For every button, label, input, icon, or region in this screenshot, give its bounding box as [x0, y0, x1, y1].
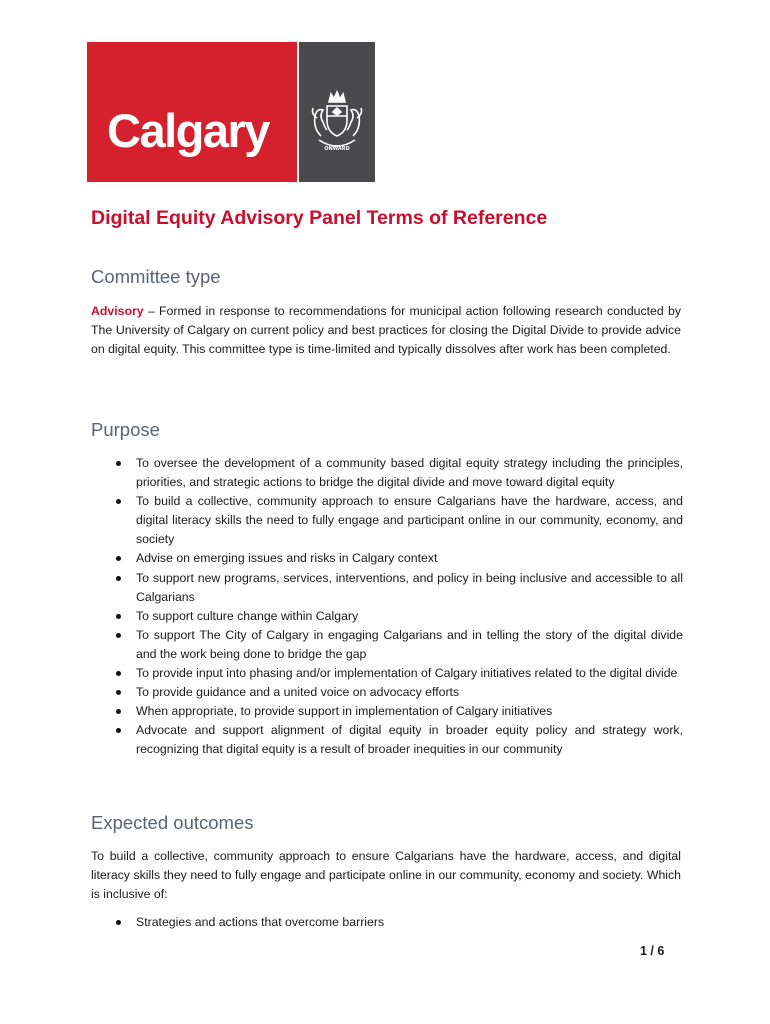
logo-wordmark-block [87, 42, 297, 182]
list-item: Strategies and actions that overcome barriers [91, 913, 683, 932]
list-item: When appropriate, to provide support in implementation of Calgary initiatives [91, 702, 683, 721]
list-item: To support The City of Calgary in engaging Calgarians and in telling the story of the digital divide and the work being done to bridge the gap [91, 626, 683, 664]
heading-committee-type: Committee type [91, 266, 221, 287]
purpose-list [91, 454, 683, 760]
city-crest-icon [307, 90, 367, 162]
crest-motto: ONWARD [324, 146, 350, 152]
logo-wordmark: Calgary [107, 104, 269, 157]
list-item: To support new programs, services, interventions, and policy in being inclusive and accessible to all Calgarians [91, 569, 683, 607]
logo-crest-block [299, 42, 375, 182]
calgary-logo [87, 42, 375, 182]
list-item: Advise on emerging issues and risks in Calgary context [91, 549, 683, 568]
committee-type-lead: Advisory [91, 304, 144, 318]
page-number: 1 / 6 [640, 944, 665, 958]
list-item: To support culture change within Calgary [91, 607, 683, 626]
expected-outcomes-paragraph: To build a collective, community approach to ensure Calgarians have the hardware, access, and digital literacy skills they need to fully engage and participate online in our community, economy and society. Which is inclusive of: [91, 849, 681, 901]
list-item: To provide input into phasing and/or implementation of Calgary initiatives related to the digital divide [91, 664, 683, 683]
heading-expected-outcomes: Expected outcomes [91, 812, 254, 833]
list-item: To oversee the development of a community based digital equity strategy including the principles, priorities, and strategic actions to bridge the digital divide and move toward digital equity [91, 454, 683, 492]
heading-purpose: Purpose [91, 419, 160, 440]
list-item: To build a collective, community approach to ensure Calgarians have the hardware, access, and digital literacy skills the need to fully engage and participant online in our community, economy, and society [91, 492, 683, 549]
list-item: To provide guidance and a united voice on advocacy efforts [91, 683, 683, 702]
list-item: Advocate and support alignment of digital equity in broader equity policy and strategy work, recognizing that digital equity is a result of broader inequities in our community [91, 721, 683, 759]
committee-type-paragraph [91, 302, 681, 359]
expected-outcomes-list [91, 913, 683, 932]
document-title: Digital Equity Advisory Panel Terms of Reference [91, 207, 548, 229]
committee-type-body: – Formed in response to recommendations for municipal action following research conducted by The University of Calgary on current policy and best practices for closing the Digital Divide to provide advice on digital equity. This committee type is time-limited and typically dissolves after work has been completed. [91, 304, 681, 356]
